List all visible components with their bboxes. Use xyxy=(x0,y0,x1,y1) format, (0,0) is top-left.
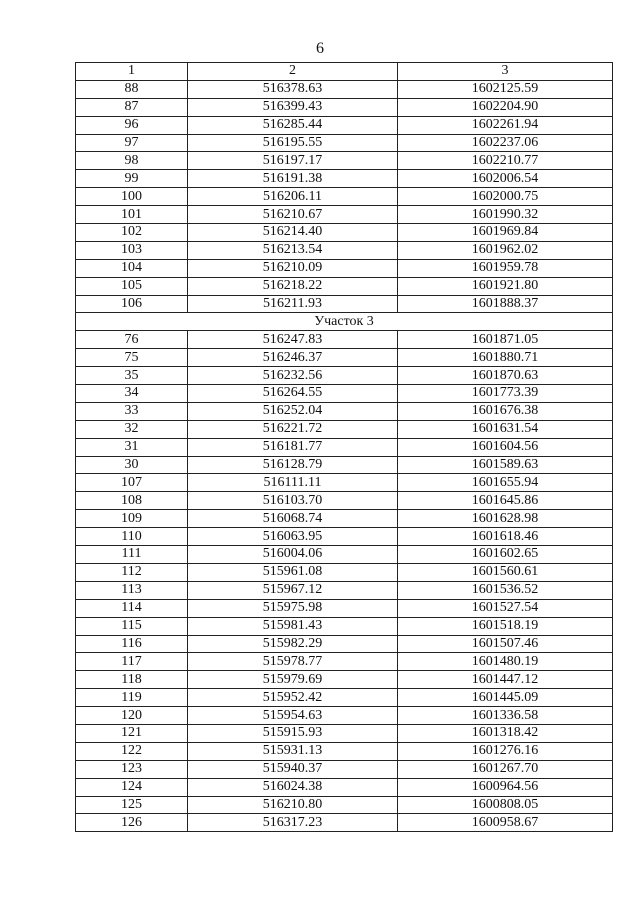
table-row xyxy=(76,814,613,832)
y-coordinate-cell: 1601480.19 xyxy=(398,653,613,671)
x-coordinate-cell: 516264.55 xyxy=(188,385,398,403)
table-row xyxy=(76,724,613,742)
table-row xyxy=(76,796,613,814)
table-row xyxy=(76,420,613,438)
point-number-cell: 87 xyxy=(76,98,188,116)
point-number-cell: 123 xyxy=(76,760,188,778)
x-coordinate-cell: 516211.93 xyxy=(188,295,398,313)
y-coordinate-cell: 1601631.54 xyxy=(398,420,613,438)
point-number-cell: 99 xyxy=(76,170,188,188)
x-coordinate-cell: 515978.77 xyxy=(188,653,398,671)
point-number-cell: 31 xyxy=(76,438,188,456)
point-number-cell: 103 xyxy=(76,241,188,259)
y-coordinate-cell: 1600964.56 xyxy=(398,778,613,796)
y-coordinate-cell: 1601871.05 xyxy=(398,331,613,349)
y-coordinate-cell: 1602125.59 xyxy=(398,80,613,98)
point-number-cell: 100 xyxy=(76,188,188,206)
point-number-cell: 105 xyxy=(76,277,188,295)
point-number-cell: 108 xyxy=(76,492,188,510)
table-row xyxy=(76,653,613,671)
y-coordinate-cell: 1601267.70 xyxy=(398,760,613,778)
y-coordinate-cell: 1601507.46 xyxy=(398,635,613,653)
y-coordinate-cell: 1601447.12 xyxy=(398,671,613,689)
point-number-cell: 35 xyxy=(76,367,188,385)
point-number-cell: 97 xyxy=(76,134,188,152)
point-number-cell: 112 xyxy=(76,563,188,581)
x-coordinate-cell: 515940.37 xyxy=(188,760,398,778)
x-coordinate-cell: 516399.43 xyxy=(188,98,398,116)
x-coordinate-cell: 516218.22 xyxy=(188,277,398,295)
y-coordinate-cell: 1602237.06 xyxy=(398,134,613,152)
point-number-cell: 30 xyxy=(76,456,188,474)
table-row xyxy=(76,492,613,510)
table-row xyxy=(76,689,613,707)
point-number-cell: 32 xyxy=(76,420,188,438)
x-coordinate-cell: 516181.77 xyxy=(188,438,398,456)
x-coordinate-cell: 516213.54 xyxy=(188,241,398,259)
point-number-cell: 121 xyxy=(76,724,188,742)
table-row xyxy=(76,349,613,367)
point-number-cell: 120 xyxy=(76,707,188,725)
x-coordinate-cell: 515981.43 xyxy=(188,617,398,635)
table-row xyxy=(76,778,613,796)
y-coordinate-cell: 1601969.84 xyxy=(398,224,613,242)
x-coordinate-cell: 516317.23 xyxy=(188,814,398,832)
y-coordinate-cell: 1600958.67 xyxy=(398,814,613,832)
point-number-cell: 117 xyxy=(76,653,188,671)
table-row xyxy=(76,635,613,653)
point-number-cell: 98 xyxy=(76,152,188,170)
table-row xyxy=(76,80,613,98)
y-coordinate-cell: 1601888.37 xyxy=(398,295,613,313)
point-number-cell: 110 xyxy=(76,528,188,546)
point-number-cell: 104 xyxy=(76,259,188,277)
table-row xyxy=(76,259,613,277)
column-header-point: 1 xyxy=(76,63,188,81)
y-coordinate-cell: 1601602.65 xyxy=(398,546,613,564)
y-coordinate-cell: 1601870.63 xyxy=(398,367,613,385)
x-coordinate-cell: 515982.29 xyxy=(188,635,398,653)
point-number-cell: 126 xyxy=(76,814,188,832)
x-coordinate-cell: 516210.67 xyxy=(188,206,398,224)
table-row xyxy=(76,671,613,689)
table-row xyxy=(76,241,613,259)
table-row xyxy=(76,707,613,725)
y-coordinate-cell: 1601276.16 xyxy=(398,742,613,760)
x-coordinate-cell: 516221.72 xyxy=(188,420,398,438)
point-number-cell: 115 xyxy=(76,617,188,635)
y-coordinate-cell: 1601628.98 xyxy=(398,510,613,528)
point-number-cell: 122 xyxy=(76,742,188,760)
coordinates-table xyxy=(75,62,613,832)
table-row xyxy=(76,170,613,188)
table-row xyxy=(76,295,613,313)
point-number-cell: 102 xyxy=(76,224,188,242)
x-coordinate-cell: 516068.74 xyxy=(188,510,398,528)
x-coordinate-cell: 515954.63 xyxy=(188,707,398,725)
point-number-cell: 118 xyxy=(76,671,188,689)
point-number-cell: 88 xyxy=(76,80,188,98)
y-coordinate-cell: 1601618.46 xyxy=(398,528,613,546)
y-coordinate-cell: 1601518.19 xyxy=(398,617,613,635)
y-coordinate-cell: 1601773.39 xyxy=(398,385,613,403)
y-coordinate-cell: 1601527.54 xyxy=(398,599,613,617)
y-coordinate-cell: 1601604.56 xyxy=(398,438,613,456)
y-coordinate-cell: 1601318.42 xyxy=(398,724,613,742)
y-coordinate-cell: 1602210.77 xyxy=(398,152,613,170)
table-row xyxy=(76,367,613,385)
y-coordinate-cell: 1602204.90 xyxy=(398,98,613,116)
y-coordinate-cell: 1601880.71 xyxy=(398,349,613,367)
point-number-cell: 101 xyxy=(76,206,188,224)
column-header-x: 2 xyxy=(188,63,398,81)
table-row xyxy=(76,116,613,134)
y-coordinate-cell: 1601336.58 xyxy=(398,707,613,725)
y-coordinate-cell: 1601589.63 xyxy=(398,456,613,474)
page-number: 6 xyxy=(316,40,324,57)
rows-after-section xyxy=(76,331,613,832)
point-number-cell: 75 xyxy=(76,349,188,367)
table-row xyxy=(76,599,613,617)
table-row xyxy=(76,152,613,170)
point-number-cell: 114 xyxy=(76,599,188,617)
x-coordinate-cell: 515952.42 xyxy=(188,689,398,707)
point-number-cell: 125 xyxy=(76,796,188,814)
x-coordinate-cell: 516252.04 xyxy=(188,402,398,420)
x-coordinate-cell: 515931.13 xyxy=(188,742,398,760)
y-coordinate-cell: 1601560.61 xyxy=(398,563,613,581)
x-coordinate-cell: 516128.79 xyxy=(188,456,398,474)
y-coordinate-cell: 1601645.86 xyxy=(398,492,613,510)
x-coordinate-cell: 515915.93 xyxy=(188,724,398,742)
point-number-cell: 113 xyxy=(76,581,188,599)
table-row xyxy=(76,456,613,474)
table-row xyxy=(76,188,613,206)
x-coordinate-cell: 516246.37 xyxy=(188,349,398,367)
point-number-cell: 124 xyxy=(76,778,188,796)
table-row xyxy=(76,134,613,152)
y-coordinate-cell: 1602006.54 xyxy=(398,170,613,188)
table-row xyxy=(76,546,613,564)
point-number-cell: 106 xyxy=(76,295,188,313)
point-number-cell: 34 xyxy=(76,385,188,403)
table-row xyxy=(76,581,613,599)
table-header-row xyxy=(76,63,613,81)
x-coordinate-cell: 516103.70 xyxy=(188,492,398,510)
x-coordinate-cell: 515975.98 xyxy=(188,599,398,617)
table-row xyxy=(76,617,613,635)
y-coordinate-cell: 1601990.32 xyxy=(398,206,613,224)
rows-before-section xyxy=(76,80,613,313)
x-coordinate-cell: 516197.17 xyxy=(188,152,398,170)
y-coordinate-cell: 1601445.09 xyxy=(398,689,613,707)
point-number-cell: 119 xyxy=(76,689,188,707)
table-row xyxy=(76,528,613,546)
x-coordinate-cell: 516214.40 xyxy=(188,224,398,242)
table-row xyxy=(76,206,613,224)
y-coordinate-cell: 1601676.38 xyxy=(398,402,613,420)
point-number-cell: 116 xyxy=(76,635,188,653)
point-number-cell: 109 xyxy=(76,510,188,528)
y-coordinate-cell: 1602000.75 xyxy=(398,188,613,206)
x-coordinate-cell: 516247.83 xyxy=(188,331,398,349)
section-row xyxy=(76,313,613,331)
table-row xyxy=(76,385,613,403)
table-row xyxy=(76,277,613,295)
x-coordinate-cell: 516195.55 xyxy=(188,134,398,152)
x-coordinate-cell: 516111.11 xyxy=(188,474,398,492)
table-row xyxy=(76,224,613,242)
x-coordinate-cell: 516285.44 xyxy=(188,116,398,134)
x-coordinate-cell: 516210.09 xyxy=(188,259,398,277)
table-row xyxy=(76,331,613,349)
y-coordinate-cell: 1601962.02 xyxy=(398,241,613,259)
y-coordinate-cell: 1601536.52 xyxy=(398,581,613,599)
column-header-y: 3 xyxy=(398,63,613,81)
y-coordinate-cell: 1601655.94 xyxy=(398,474,613,492)
x-coordinate-cell: 515979.69 xyxy=(188,671,398,689)
x-coordinate-cell: 516232.56 xyxy=(188,367,398,385)
point-number-cell: 96 xyxy=(76,116,188,134)
point-number-cell: 76 xyxy=(76,331,188,349)
x-coordinate-cell: 516206.11 xyxy=(188,188,398,206)
table-row xyxy=(76,563,613,581)
x-coordinate-cell: 516378.63 xyxy=(188,80,398,98)
y-coordinate-cell: 1602261.94 xyxy=(398,116,613,134)
point-number-cell: 107 xyxy=(76,474,188,492)
x-coordinate-cell: 516191.38 xyxy=(188,170,398,188)
x-coordinate-cell: 515967.12 xyxy=(188,581,398,599)
point-number-cell: 33 xyxy=(76,402,188,420)
x-coordinate-cell: 516024.38 xyxy=(188,778,398,796)
y-coordinate-cell: 1601921.80 xyxy=(398,277,613,295)
table-row xyxy=(76,402,613,420)
x-coordinate-cell: 515961.08 xyxy=(188,563,398,581)
table-row xyxy=(76,438,613,456)
table-row xyxy=(76,510,613,528)
table-row xyxy=(76,98,613,116)
point-number-cell: 111 xyxy=(76,546,188,564)
x-coordinate-cell: 516063.95 xyxy=(188,528,398,546)
table-row xyxy=(76,760,613,778)
y-coordinate-cell: 1601959.78 xyxy=(398,259,613,277)
table-row xyxy=(76,474,613,492)
y-coordinate-cell: 1600808.05 xyxy=(398,796,613,814)
x-coordinate-cell: 516210.80 xyxy=(188,796,398,814)
x-coordinate-cell: 516004.06 xyxy=(188,546,398,564)
section-title: Участок 3 xyxy=(76,313,613,331)
table-row xyxy=(76,742,613,760)
